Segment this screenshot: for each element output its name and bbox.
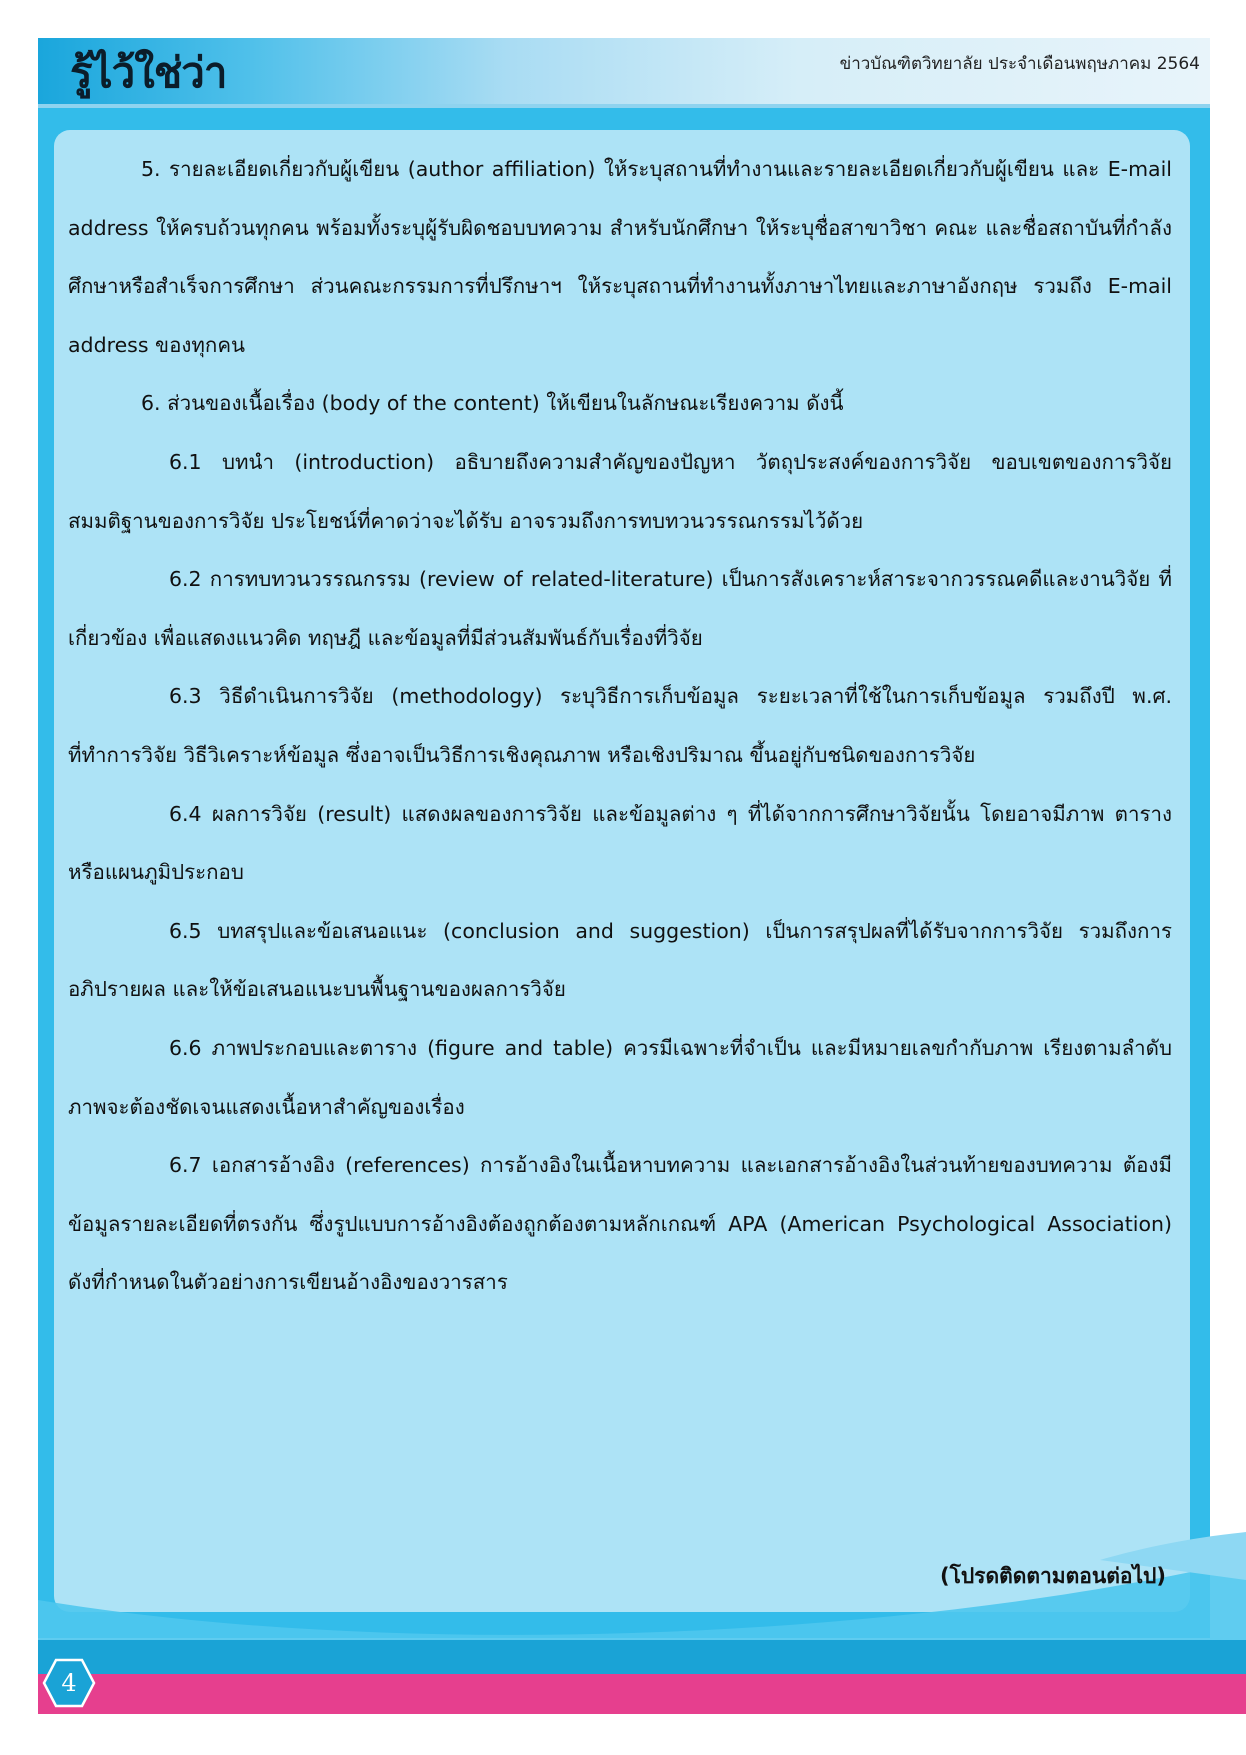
paragraph-result: 6.4 ผลการวิจัย (result) แสดงผลของการวิจัย และข้อมูลต่าง ๆ ที่ได้จากการศึกษาวิจัยนั้น โดยอาจมีภาพ ตาราง หรือแผนภูมิประกอบ [68, 801, 1172, 885]
page-number: 4 [61, 1669, 77, 1697]
paragraph-body-content: 6. ส่วนของเนื้อเรื่อง (body of the content) ให้เขียนในลักษณะเรียงความ ดังนี้ [141, 391, 844, 416]
continued-note: (โปรดติดตามตอนต่อไป) [939, 1564, 1166, 1588]
paragraph-methodology: 6.3 วิธีดำเนินการวิจัย (methodology) ระบุวิธีการเก็บข้อมูล ระยะเวลาที่ใช้ในการเก็บข้อมูล รวมถึงปี พ.ศ. ที่ทำการวิจัย วิธีวิเคราะห์ข้อมูล ซึ่งอาจเป็นวิธีการเชิงคุณภาพ หรือเชิงปริมาณ ขึ้นอยู่กับชนิดของการวิจัย [68, 684, 1172, 767]
paragraph-conclusion: 6.5 บทสรุปและข้อเสนอแนะ (conclusion and suggestion) เป็นการสรุปผลที่ได้รับจากการวิจัย รวมถึงการ อภิปรายผล และให้ข้อเสนอแนะบนพื้นฐานของผลการวิจัย [68, 918, 1172, 1002]
footer-band [38, 1640, 1246, 1674]
footer-stripe [38, 1674, 1246, 1714]
paragraph-references: 6.7 เอกสารอ้างอิง (references) การอ้างอิงในเนื้อหาบทความ และเอกสารอ้างอิงในส่วนท้ายของบทความ ต้องมีข้อมูลรายละเอียดที่ตรงกัน ซึ่งรูปแบบการอ้างอิงต้องถูกต้องตามหลักเกณฑ์ APA (American Psychological Association) ดังที่กำหนดในตัวอย่างการเขียนอ้างอิงของวารสาร [68, 1153, 1172, 1295]
article-body [68, 140, 1172, 1312]
paragraph-author-affiliation: 5. รายละเอียดเกี่ยวกับผู้เขียน (author affiliation) ให้ระบุสถานที่ทำงานและรายละเอียดเกี่ยวกับผู้เขียน และ E-mail address ให้ครบถ้วนทุกคน พร้อมทั้งระบุผู้รับผิดชอบบทความ สำหรับนักศึกษา ให้ระบุชื่อสาขาวิชา คณะ และชื่อสถาบันที่กำลังศึกษาหรือสำเร็จการศึกษา ส่วนคณะกรรมการที่ปรึกษาฯ ให้ระบุสถานที่ทำงานทั้งภาษาไทยและภาษาอังกฤษ รวมถึง E-mail address ของทุกคน [68, 157, 1172, 357]
paragraph-literature-review: 6.2 การทบทวนวรรณกรรม (review of related-literature) เป็นการสังเคราะห์สาระจากวรรณคดีและงานวิจัย ที่เกี่ยวข้อง เพื่อแสดงแนวคิด ทฤษฎี และข้อมูลที่มีส่วนสัมพันธ์กับเรื่องที่วิจัย [68, 567, 1172, 650]
issue-label: ข่าวบัณฑิตวิทยาลัย ประจำเดือนพฤษภาคม 2564 [839, 54, 1200, 74]
paragraph-figure-table: 6.6 ภาพประกอบและตาราง (figure and table) ควรมีเฉพาะที่จำเป็น และมีหมายเลขกำกับภาพ เรียงตามลำดับ ภาพจะต้องชัดเจนแสดงเนื้อหาสำคัญของเรื่อง [68, 1035, 1172, 1119]
section-title: รู้ไว้ใช่ว่า [70, 48, 227, 97]
paragraph-introduction: 6.1 บทนำ (introduction) อธิบายถึงความสำคัญของปัญหา วัตถุประสงค์ของการวิจัย ขอบเขตของการวิจัย สมมติฐานของการวิจัย ประโยชน์ที่คาดว่าจะได้รับ อาจรวมถึงการทบทวนวรรณกรรมไว้ด้วย [68, 449, 1172, 533]
page-header [38, 38, 1210, 104]
page-number-badge [42, 1658, 96, 1708]
